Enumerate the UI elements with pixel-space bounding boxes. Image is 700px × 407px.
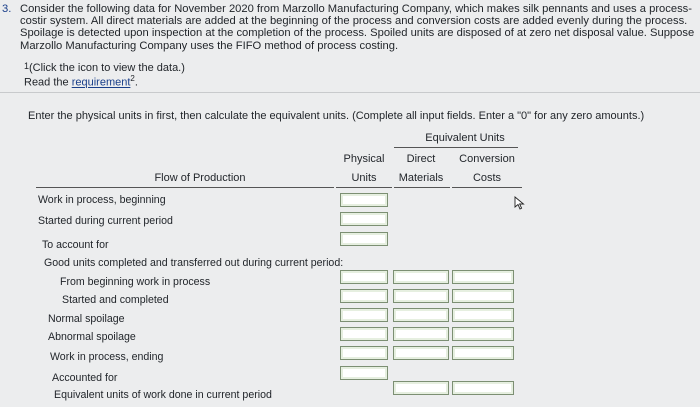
started-completed-dm-input[interactable] [393,289,449,303]
requirement-link[interactable]: requirement [71,76,131,89]
row-started-completed: Started and completed [62,294,169,306]
materials-header: Materials [398,172,444,184]
row-wip-beginning: Work in process, beginning [38,194,166,206]
divider [0,92,700,93]
physical-header: Physical [343,153,385,165]
row-from-bwip: From beginning work in process [60,276,211,288]
row-wip-ending: Work in process, ending [50,351,164,363]
abnormal-spoilage-cc-input[interactable] [452,327,514,341]
flow-underline [36,187,334,188]
to-account-units-input[interactable] [340,232,388,246]
equivalent-units-rule [394,147,518,148]
requirement-mark: 2 [130,74,135,83]
started-units-input[interactable] [340,212,388,226]
row-normal-spoilage: Normal spoilage [48,313,125,325]
read-prefix: Read the [24,76,72,89]
question-number: 3. [2,3,12,15]
instructions: Enter the physical units in first, then calculate the equivalent units. (Complete all input fields. Enter a "0" for any zero amounts.) [28,110,645,122]
normal-spoilage-dm-input[interactable] [393,308,449,322]
requirement-line [24,74,138,89]
footnote-mark: 1 [24,61,30,71]
abnormal-spoilage-dm-input[interactable] [393,327,449,341]
wip-beginning-units-input[interactable] [340,193,388,207]
view-data-link[interactable]: (Click the icon to view the data.) [29,62,185,74]
from-bwip-units-input[interactable] [340,270,388,284]
row-to-account-for: To account for [42,239,109,251]
mouse-cursor-icon [513,196,527,210]
direct-header: Direct [406,153,436,165]
from-bwip-dm-input[interactable] [393,270,449,284]
abnormal-spoilage-units-input[interactable] [340,327,388,341]
accounted-units-input[interactable] [340,366,388,380]
units-header: Units [351,172,377,184]
dm-underline [394,187,450,188]
flow-of-production-header: Flow of Production [154,172,246,184]
started-completed-units-input[interactable] [340,289,388,303]
problem-text: Consider the following data for November 2020 from Marzollo Manufacturing Company, which makes silk pennants and uses a process-costir system. All direct materials are added at the beginning of the process and conversion costs are added evenly during the process. Spoilage is detected upon inspection at the completion of the process. Spoiled units are disposed of at zero net disposal value. Suppose Marzollo Manufacturing Company uses the FIFO method of process costing. [20,3,695,52]
read-suffix: . [134,76,138,89]
conversion-header: Conversion [459,153,515,165]
row-eq-current-period: Equivalent units of work done in current period [54,389,272,401]
row-started: Started during current period [38,215,173,227]
row-good-units: Good units completed and transferred out during current period: [44,257,344,269]
row-accounted-for: Accounted for [52,372,118,384]
wip-ending-units-input[interactable] [340,346,388,360]
started-completed-cc-input[interactable] [452,289,514,303]
eq-current-dm-input[interactable] [393,381,449,395]
wip-ending-dm-input[interactable] [393,346,449,360]
row-abnormal-spoilage: Abnormal spoilage [48,331,136,343]
costs-header: Costs [472,172,502,184]
normal-spoilage-units-input[interactable] [340,308,388,322]
normal-spoilage-cc-input[interactable] [452,308,514,322]
cc-underline [452,187,522,188]
equivalent-units-header: Equivalent Units [425,132,505,144]
eq-current-cc-input[interactable] [452,381,514,395]
wip-ending-cc-input[interactable] [452,346,514,360]
from-bwip-cc-input[interactable] [452,270,514,284]
physical-underline [336,187,392,188]
